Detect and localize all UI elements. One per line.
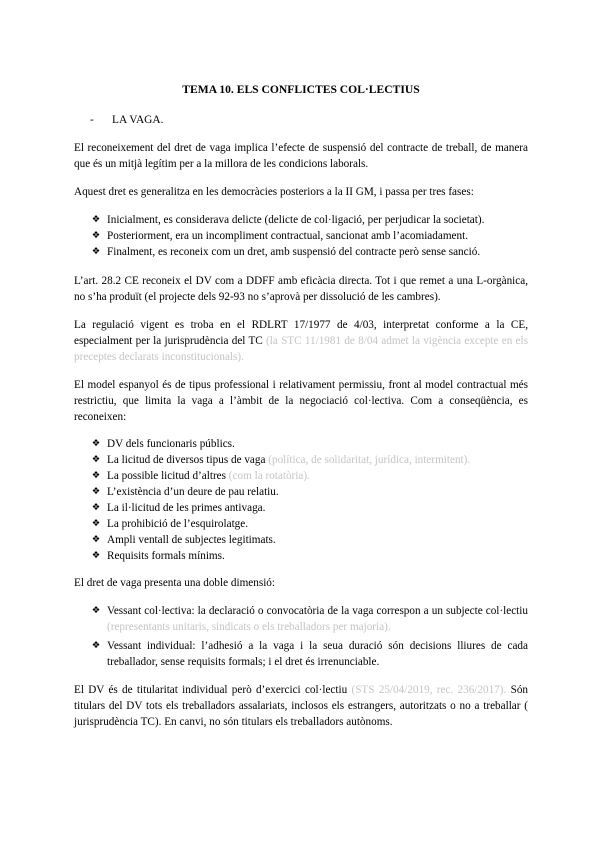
list-item-text: Vessant individual: l’adhesió a la vaga i la seua duració són decisions lliures de cada treballador, sense requisits formals; i el dret és irrenunciable. xyxy=(107,640,528,668)
bullet-icon: ❖ xyxy=(91,550,101,561)
ownership-text: El DV és de titularitat individual però d’exercici col·lectiu xyxy=(74,684,348,696)
phases-list xyxy=(90,212,528,260)
list-item xyxy=(90,212,528,228)
list-item xyxy=(90,516,528,532)
list-item-note: (representants unitaris, sindicats o els treballadors per majoria). xyxy=(107,621,391,633)
regulation-text: La regulació vigent es troba en el RDLRT 17/1977 de 4/03, interpretat conforme a la CE, especialment per la jurisprudència del TC xyxy=(74,319,528,347)
list-item-text: La licitud de diversos tipus de vaga xyxy=(107,454,266,466)
regulation-note: (la STC 11/1981 de 8/04 admet la vigència excepte en els preceptes declarats inconstitucionals). xyxy=(74,335,528,363)
paragraph-regulation xyxy=(74,317,528,365)
list-item xyxy=(90,228,528,244)
paragraph-constitution: L’art. 28.2 CE reconeix el DV com a DDFF amb eficàcia directa. Tot i que remet a una L-orgànica, no s’ha produït (el projecte dels 92-93 no s’aprovà per dissolució de les cambres). xyxy=(74,275,528,303)
bullet-icon: ❖ xyxy=(91,454,101,465)
bullet-icon: ❖ xyxy=(91,502,101,513)
list-item-text: Vessant col·lectiva: la declaració o convocatòria de la vaga correspon a un subjecte col·lectiu xyxy=(107,605,528,617)
list-item-note: (política, de solidaritat, jurídica, intermitent). xyxy=(268,454,471,466)
model-list xyxy=(90,436,528,564)
list-item xyxy=(90,548,528,564)
paragraph-model: El model espanyol és de tipus professional i relativament permissiu, front al model contractual més restrictiu, que limita la vaga a l’àmbit de la negociació col·lectiva. Com a conseqüència, es reconeixen: xyxy=(74,379,528,423)
dash-marker: - xyxy=(90,114,94,126)
bullet-icon: ❖ xyxy=(91,534,101,545)
paragraph-phases-intro: Aquest dret es generalitza en les democràcies posteriors a la II GM, i passa per tres fases: xyxy=(74,186,474,198)
paragraph-intro: El reconeixement del dret de vaga implica l’efecte de suspensió del contracte de treball, de manera que és un mitjà legítim per a la millora de les condicions laborals. xyxy=(74,142,528,170)
section-heading-text: LA VAGA. xyxy=(112,114,164,126)
dimensions-list xyxy=(90,603,528,673)
list-item xyxy=(90,244,528,260)
list-item xyxy=(90,603,528,635)
list-item xyxy=(90,484,528,500)
bullet-icon: ❖ xyxy=(91,518,101,529)
bullet-icon: ❖ xyxy=(91,230,101,241)
list-item xyxy=(90,500,528,516)
list-item xyxy=(90,638,528,670)
bullet-icon: ❖ xyxy=(91,438,101,449)
list-item-text: Posteriorment, era un incompliment contractual, sancionat amb l’acomiadament. xyxy=(107,230,468,242)
section-heading xyxy=(90,112,163,128)
list-item-text: La il·licitud de les primes antivaga. xyxy=(107,502,266,514)
list-item xyxy=(90,532,528,548)
bullet-icon: ❖ xyxy=(91,214,101,225)
list-item-text: Finalment, es reconeix com un dret, amb suspensió del contracte però sense sanció. xyxy=(107,246,481,258)
bullet-icon: ❖ xyxy=(91,486,101,497)
list-item-text: Ampli ventall de subjectes legitimats. xyxy=(107,534,276,546)
list-item xyxy=(90,452,528,468)
paragraph-dimension-intro: El dret de vaga presenta una doble dimensió: xyxy=(74,577,275,589)
bullet-icon: ❖ xyxy=(91,470,101,481)
list-item xyxy=(90,468,528,484)
list-item xyxy=(90,436,528,452)
ownership-citation: (STS 25/04/2019, rec. 236/2017). xyxy=(351,684,507,696)
bullet-icon: ❖ xyxy=(91,640,101,651)
list-item-text: DV dels funcionaris públics. xyxy=(107,438,235,450)
page-title: TEMA 10. ELS CONFLICTES COL·LECTIUS xyxy=(182,83,420,96)
ownership-detail: Són titulars del DV tots els treballadors assalariats, inclosos els estrangers, autoritzats o no a treballar ( jurisprudència TC). En canvi, no són titulars els treballadors autònoms. xyxy=(74,684,529,728)
list-item-note: (com la rotatòria). xyxy=(228,470,310,482)
list-item-text: La prohibició de l’esquirolatge. xyxy=(107,518,249,530)
bullet-icon: ❖ xyxy=(91,605,101,616)
list-item-text: Requisits formals mínims. xyxy=(107,550,225,562)
list-item-text: L’existència d’un deure de pau relatiu. xyxy=(107,486,279,498)
list-item-text: Inicialment, es considerava delicte (delicte de col·ligació, per perjudicar la societat). xyxy=(107,214,485,226)
bullet-icon: ❖ xyxy=(91,246,101,257)
list-item-text: La possible licitud d’altres xyxy=(107,470,226,482)
paragraph-ownership xyxy=(74,682,528,730)
